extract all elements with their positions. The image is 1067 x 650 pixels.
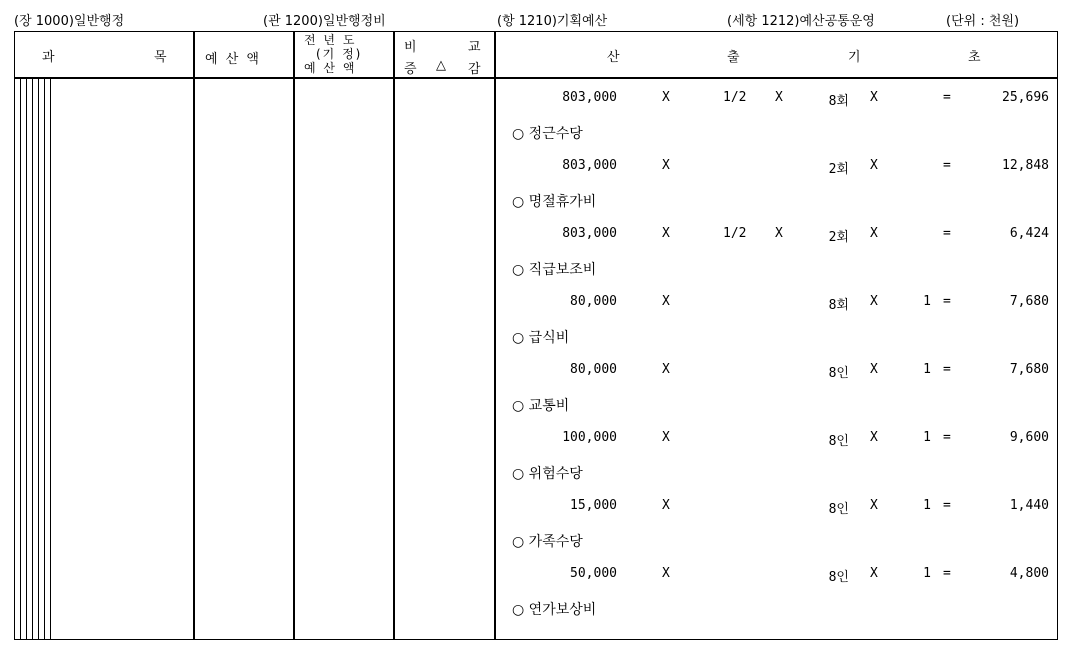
calc-total: 25,696 — [1002, 90, 1049, 105]
hang-label: (항 1210)기획예산 — [497, 14, 608, 29]
basis-item-label: ○ 정근수당 — [512, 126, 583, 142]
calc-c: 8인 — [828, 434, 849, 449]
calc-a: 100,000 — [562, 430, 617, 445]
hier-line-2 — [26, 78, 27, 640]
col-divider-1 — [193, 31, 195, 640]
col-compare-2a: 증 — [404, 62, 417, 77]
calc-c: 8인 — [828, 570, 849, 585]
calc-x1: X — [662, 294, 670, 309]
col-divider-4 — [494, 31, 496, 640]
jang-label: (장 1000)일반행정 — [14, 14, 125, 29]
calc-d: 1 — [923, 498, 931, 513]
col-compare-1b: 교 — [468, 40, 481, 55]
calc-x1: X — [662, 362, 670, 377]
col-compare-1a: 비 — [404, 40, 417, 55]
col-budget: 예 산 액 — [205, 52, 261, 67]
calc-total: 9,600 — [1009, 430, 1049, 445]
col-subject-a: 과 — [42, 50, 55, 65]
basis-item-label: ○ 직급보조비 — [512, 262, 597, 278]
calc-a: 80,000 — [570, 294, 617, 309]
calc-x1: X — [662, 566, 670, 581]
calc-a: 80,000 — [570, 362, 617, 377]
calc-c: 2회 — [828, 230, 849, 245]
calc-eq: = — [943, 498, 951, 513]
gwan-label: (관 1200)일반행정비 — [263, 14, 386, 29]
calc-a: 803,000 — [562, 158, 617, 173]
calc-row — [497, 566, 1053, 586]
calc-c: 8회 — [828, 94, 849, 109]
calc-eq: = — [943, 566, 951, 581]
calc-x1: X — [662, 226, 670, 241]
calc-d: 1 — [923, 430, 931, 445]
calc-x3: X — [870, 294, 878, 309]
calc-x3: X — [870, 226, 878, 241]
calc-b: 1/2 — [723, 226, 747, 241]
unit-label: (단위 : 천원) — [946, 14, 1020, 29]
calc-c: 2회 — [828, 162, 849, 177]
calc-d: 1 — [923, 362, 931, 377]
calc-a: 803,000 — [562, 90, 617, 105]
calc-d: 1 — [923, 294, 931, 309]
calc-total: 1,440 — [1009, 498, 1049, 513]
calc-c: 8인 — [828, 366, 849, 381]
calc-eq: = — [943, 90, 951, 105]
calc-x2: X — [775, 226, 783, 241]
col-basis-3: 기 — [848, 50, 861, 65]
col-basis-2: 출 — [727, 50, 740, 65]
calc-x3: X — [870, 566, 878, 581]
basis-item-label: ○ 위험수당 — [512, 466, 583, 482]
calc-c: 8회 — [828, 298, 849, 313]
calc-row — [497, 226, 1053, 246]
calc-d: 1 — [923, 566, 931, 581]
calc-eq: = — [943, 430, 951, 445]
calc-total: 7,680 — [1009, 294, 1049, 309]
calc-x1: X — [662, 430, 670, 445]
col-divider-3 — [393, 31, 395, 640]
calc-eq: = — [943, 294, 951, 309]
sehang-label: (세항 1212)예산공통운영 — [727, 14, 875, 29]
col-subject-b: 목 — [154, 50, 167, 65]
calc-total: 12,848 — [1002, 158, 1049, 173]
hier-line-4 — [38, 78, 39, 640]
calc-x3: X — [870, 498, 878, 513]
col-compare-2b: △ — [436, 58, 446, 73]
col-prev-line3: 예 산 액 — [304, 61, 357, 75]
calc-a: 50,000 — [570, 566, 617, 581]
basis-item-label: ○ 급식비 — [512, 330, 570, 346]
calc-x3: X — [870, 362, 878, 377]
hier-line-6 — [50, 78, 51, 640]
calc-eq: = — [943, 158, 951, 173]
calc-row — [497, 158, 1053, 178]
calc-row — [497, 498, 1053, 518]
col-basis-1: 산 — [607, 50, 620, 65]
calc-c: 8인 — [828, 502, 849, 517]
calc-b: 1/2 — [723, 90, 747, 105]
calc-total: 7,680 — [1009, 362, 1049, 377]
calc-total: 6,424 — [1009, 226, 1049, 241]
hier-line-5 — [44, 78, 45, 640]
calc-row — [497, 294, 1053, 314]
calc-x1: X — [662, 498, 670, 513]
calc-x3: X — [870, 90, 878, 105]
col-prev-line1: 전 년 도 — [304, 33, 357, 47]
calc-a: 803,000 — [562, 226, 617, 241]
calc-x2: X — [775, 90, 783, 105]
calc-a: 15,000 — [570, 498, 617, 513]
calc-eq: = — [943, 362, 951, 377]
basis-item-label: ○ 연가보상비 — [512, 602, 597, 618]
calc-x1: X — [662, 158, 670, 173]
col-compare-2c: 감 — [468, 62, 481, 77]
calc-total: 4,800 — [1009, 566, 1049, 581]
col-basis-4: 초 — [968, 50, 981, 65]
calc-row — [497, 362, 1053, 382]
basis-item-label: ○ 가족수당 — [512, 534, 583, 550]
basis-item-label: ○ 명절휴가비 — [512, 194, 597, 210]
calc-x3: X — [870, 430, 878, 445]
col-prev-line2: (기 정) — [316, 47, 363, 61]
calc-row — [497, 430, 1053, 450]
calc-x1: X — [662, 90, 670, 105]
col-divider-2 — [293, 31, 295, 640]
calc-row — [497, 90, 1053, 110]
calc-x3: X — [870, 158, 878, 173]
hier-line-1 — [20, 78, 21, 640]
header-divider — [14, 77, 1058, 79]
hier-line-3 — [32, 78, 33, 640]
calc-eq: = — [943, 226, 951, 241]
basis-item-label: ○ 교통비 — [512, 398, 570, 414]
